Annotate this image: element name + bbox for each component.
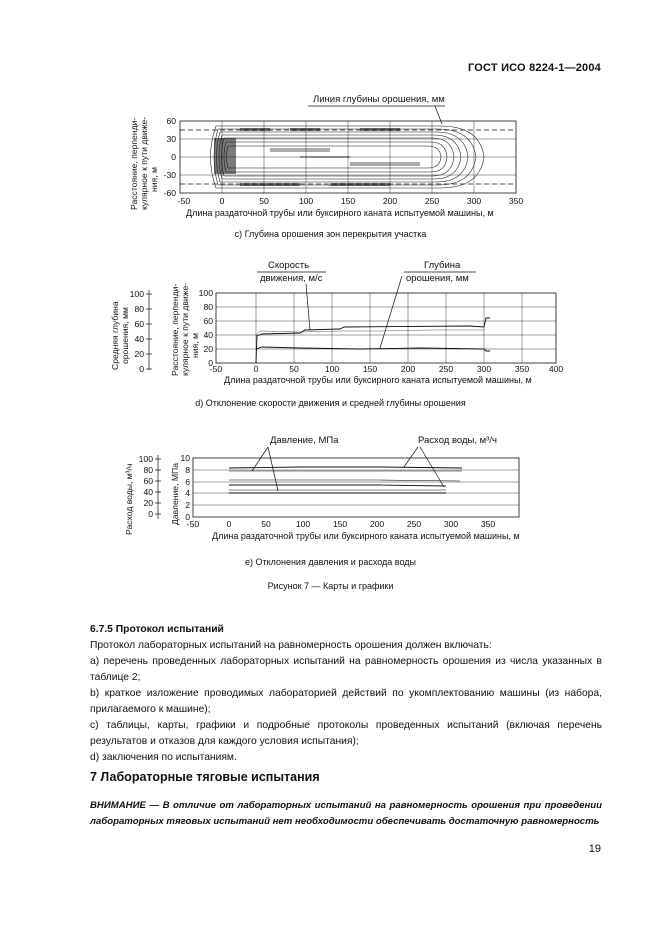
svg-text:0: 0	[226, 519, 232, 529]
svg-text:0: 0	[148, 509, 153, 519]
svg-text:орошения, мм: орошения, мм	[120, 307, 130, 364]
fig-c-caption: с) Глубина орошения зон перекрытия участка	[234, 229, 427, 239]
svg-text:20: 20	[203, 344, 213, 354]
svg-text:200: 200	[382, 196, 398, 206]
svg-text:10: 10	[180, 453, 190, 463]
document-header: ГОСТ ИСО 8224-1—2004	[467, 62, 601, 74]
svg-text:50: 50	[259, 196, 269, 206]
fig-d-right-ticks	[199, 288, 214, 368]
fig-c-y-ticks	[164, 116, 177, 198]
fig-d-speed-unit: движения, м/с	[260, 273, 323, 284]
svg-text:80: 80	[203, 302, 213, 312]
section-intro: Протокол лабораторных испытаний на равномерность орошения должен включать:	[90, 640, 492, 651]
fig-d-speed-label: Скорость	[268, 260, 310, 271]
svg-text:-30: -30	[163, 170, 176, 180]
fig-e-x-ticks	[187, 519, 496, 529]
figure-d-speed-depth	[0, 252, 661, 392]
fig-c-ylabel	[129, 117, 159, 210]
fig-c-xlabel: Длина раздаточной трубы или буксирного каната испытуемой машины, м	[186, 208, 494, 218]
svg-text:100: 100	[198, 288, 213, 298]
fig-d-x-ticks	[210, 364, 564, 374]
svg-text:ния, м: ния, м	[190, 333, 200, 358]
svg-text:ния, м: ния, м	[149, 167, 159, 192]
fig-e-xlabel: Длина раздаточной трубы или буксирного каната испытуемой машины, м	[212, 531, 520, 541]
svg-text:-50: -50	[186, 519, 200, 529]
fig-e-caption: е) Отклонения давления и расхода воды	[244, 557, 417, 567]
svg-text:200: 200	[400, 364, 416, 374]
svg-text:60: 60	[166, 116, 176, 126]
svg-text:кулярное к пути движе-: кулярное к пути движе-	[180, 282, 190, 376]
svg-text:0: 0	[171, 152, 176, 162]
svg-text:-60: -60	[163, 188, 176, 198]
fig-e-left-label: Расход воды, м³/ч	[124, 463, 134, 535]
svg-text:0: 0	[208, 358, 213, 368]
svg-text:350: 350	[480, 519, 496, 529]
svg-text:100: 100	[295, 519, 311, 529]
svg-text:4: 4	[185, 488, 190, 498]
svg-text:80: 80	[134, 304, 144, 314]
fig-c-x-ticks	[178, 196, 524, 206]
svg-text:0: 0	[219, 196, 225, 206]
svg-text:100: 100	[138, 454, 153, 464]
svg-text:150: 150	[332, 519, 348, 529]
svg-text:300: 300	[466, 196, 482, 206]
svg-text:100: 100	[324, 364, 340, 374]
fig-c-annotation: Линия глубины орошения, мм	[313, 94, 445, 105]
svg-text:150: 150	[362, 364, 378, 374]
svg-text:300: 300	[476, 364, 492, 374]
svg-text:150: 150	[340, 196, 356, 206]
svg-text:0: 0	[139, 364, 144, 374]
svg-text:50: 50	[289, 364, 299, 374]
svg-text:250: 250	[406, 519, 422, 529]
svg-text:кулярное к пути движе-: кулярное к пути движе-	[139, 116, 149, 210]
fig-e-pressure-label: Давление, МПа	[270, 435, 339, 446]
svg-text:-50: -50	[177, 196, 191, 206]
svg-text:6: 6	[185, 477, 190, 487]
svg-text:350: 350	[508, 196, 524, 206]
section-heading: 6.7.5 Протокол испытаний	[90, 624, 224, 635]
svg-text:80: 80	[143, 465, 153, 475]
fig-e-left-ticks	[139, 454, 154, 519]
svg-text:0: 0	[253, 364, 259, 374]
svg-text:350: 350	[514, 364, 530, 374]
fig-e-right-ticks	[180, 453, 190, 522]
svg-text:40: 40	[203, 330, 213, 340]
svg-text:20: 20	[134, 349, 144, 359]
list-item-c: с) таблицы, карты, графики и подробные протоколы проведенных испытаний (включая перечень результатов и отказов для каждого условия испытания);	[90, 720, 602, 747]
list-item-d: d) заключения по испытаниям.	[90, 752, 237, 763]
svg-text:Расстояние, перпенди-: Расстояние, перпенди-	[129, 117, 139, 210]
fig-d-xlabel: Длина раздаточной трубы или буксирного каната испытуемой машины, м	[224, 375, 532, 385]
fig-d-mid-label	[170, 283, 200, 376]
fig-d-caption: d) Отклонение скорости движения и средней глубины орошения	[195, 398, 466, 408]
svg-text:2: 2	[185, 500, 190, 510]
fig-e-flow-label: Расход воды, м³/ч	[418, 435, 497, 446]
fig-d-depth-label: Глубина	[424, 260, 461, 271]
svg-text:30: 30	[166, 134, 176, 144]
figure-c-contour-map	[0, 80, 661, 240]
fig-d-left-label	[110, 301, 130, 370]
fig-d-left-ticks	[130, 289, 145, 374]
svg-text:Средняя глубина: Средняя глубина	[110, 301, 120, 370]
svg-text:60: 60	[134, 319, 144, 329]
fig-e-mid-label: Давление, МПа	[170, 463, 180, 525]
svg-text:400: 400	[548, 364, 564, 374]
svg-text:200: 200	[369, 519, 385, 529]
svg-text:250: 250	[438, 364, 454, 374]
section-6-7-5	[90, 622, 602, 766]
warning-text: ВНИМАНИЕ — В отличие от лабораторных испытаний на равномерность орошения при проведении лабораторных тяговых испытаний нет необходимости обеспечивать достаточную равномерность	[90, 800, 602, 827]
list-item-a: а) перечень проведенных лабораторных испытаний на равномерность орошения из числа указанных в таблице 2;	[90, 656, 602, 683]
svg-text:250: 250	[424, 196, 440, 206]
svg-text:40: 40	[143, 487, 153, 497]
section-7-heading: 7 Лабораторные тяговые испытания	[90, 770, 320, 784]
svg-text:60: 60	[143, 476, 153, 486]
svg-text:50: 50	[261, 519, 271, 529]
svg-text:100: 100	[298, 196, 314, 206]
svg-text:8: 8	[185, 465, 190, 475]
svg-text:60: 60	[203, 316, 213, 326]
svg-text:20: 20	[143, 498, 153, 508]
svg-text:300: 300	[443, 519, 459, 529]
svg-text:40: 40	[134, 334, 144, 344]
figure-title: Рисунок 7 — Карты и графики	[267, 581, 394, 591]
svg-text:100: 100	[129, 289, 144, 299]
svg-text:0: 0	[185, 512, 190, 522]
page-number: 19	[588, 843, 601, 855]
svg-text:Расстояние, перпенди-: Расстояние, перпенди-	[170, 283, 180, 376]
list-item-b: b) краткое изложение проводимых лабораторией действий по укомплектованию машины (из набора, прилагаемого к машине);	[90, 688, 602, 715]
figure-e-pressure-flow	[0, 425, 661, 555]
fig-d-depth-unit: орошения, мм	[406, 273, 469, 284]
svg-text:-50: -50	[209, 364, 223, 374]
